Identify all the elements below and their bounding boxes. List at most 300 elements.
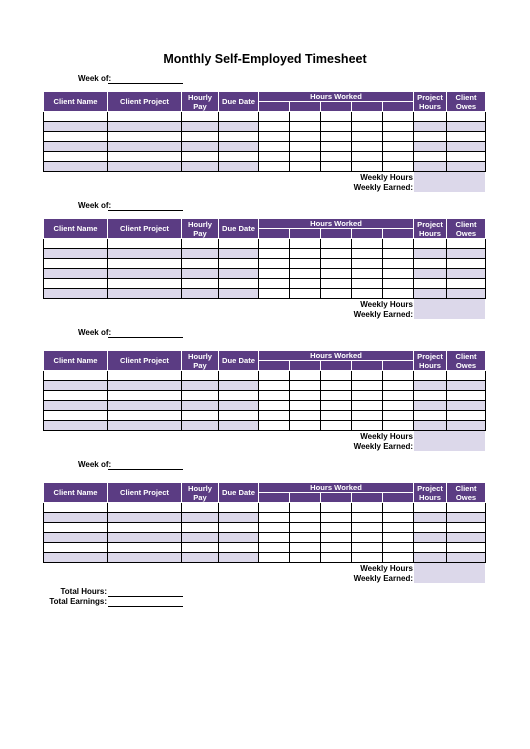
table-cell[interactable] [108, 381, 182, 391]
table-cell[interactable] [414, 122, 447, 132]
table-cell[interactable] [182, 533, 219, 543]
weekly-earned-field[interactable] [414, 573, 485, 583]
table-cell[interactable] [321, 553, 352, 563]
table-cell[interactable] [219, 239, 259, 249]
table-cell[interactable] [414, 269, 447, 279]
table-cell[interactable] [44, 279, 108, 289]
table-cell[interactable] [352, 239, 383, 249]
table-cell[interactable] [219, 523, 259, 533]
table-cell[interactable] [219, 503, 259, 513]
table-cell[interactable] [259, 239, 290, 249]
table-cell[interactable] [219, 513, 259, 523]
table-cell[interactable] [447, 122, 486, 132]
table-cell[interactable] [290, 503, 321, 513]
table-cell[interactable] [414, 421, 447, 431]
table-cell[interactable] [259, 112, 290, 122]
table-cell[interactable] [108, 533, 182, 543]
table-cell[interactable] [414, 259, 447, 269]
table-cell[interactable] [108, 401, 182, 411]
table-cell[interactable] [219, 122, 259, 132]
table-cell[interactable] [447, 391, 486, 401]
table-cell[interactable] [259, 533, 290, 543]
header-client-owes: Client Owes [447, 92, 486, 112]
table-cell[interactable] [383, 371, 414, 381]
table-cell[interactable] [259, 543, 290, 553]
table-cell[interactable] [352, 381, 383, 391]
table-cell[interactable] [259, 523, 290, 533]
table-cell[interactable] [352, 411, 383, 421]
table-row [44, 112, 486, 122]
table-cell[interactable] [182, 279, 219, 289]
table-cell[interactable] [352, 401, 383, 411]
table-cell[interactable] [108, 239, 182, 249]
table-cell[interactable] [182, 162, 219, 172]
table-cell[interactable] [414, 152, 447, 162]
table-cell[interactable] [383, 503, 414, 513]
table-cell[interactable] [290, 523, 321, 533]
table-cell[interactable] [219, 289, 259, 299]
table-cell[interactable] [447, 289, 486, 299]
table-cell[interactable] [219, 371, 259, 381]
table-cell[interactable] [290, 112, 321, 122]
table-cell[interactable] [383, 269, 414, 279]
table-cell[interactable] [259, 249, 290, 259]
table-cell[interactable] [321, 381, 352, 391]
table-cell[interactable] [44, 421, 108, 431]
table-cell[interactable] [321, 249, 352, 259]
table-cell[interactable] [414, 533, 447, 543]
table-cell[interactable] [352, 259, 383, 269]
header-hourly-pay: Hourly Pay [182, 483, 219, 503]
header-day-cell [383, 229, 414, 239]
table-cell[interactable] [182, 269, 219, 279]
table-cell[interactable] [219, 132, 259, 142]
table-cell[interactable] [447, 513, 486, 523]
table-cell[interactable] [259, 142, 290, 152]
table-cell[interactable] [182, 239, 219, 249]
table-cell[interactable] [259, 381, 290, 391]
table-cell[interactable] [447, 239, 486, 249]
table-cell[interactable] [44, 259, 108, 269]
table-cell[interactable] [352, 269, 383, 279]
table-cell[interactable] [414, 381, 447, 391]
table-cell[interactable] [447, 381, 486, 391]
table-cell[interactable] [321, 421, 352, 431]
table-cell[interactable] [182, 421, 219, 431]
table-cell[interactable] [182, 371, 219, 381]
table-cell[interactable] [108, 132, 182, 142]
table-cell[interactable] [321, 269, 352, 279]
table-cell[interactable] [352, 289, 383, 299]
header-day-cell [321, 493, 352, 503]
table-cell[interactable] [447, 269, 486, 279]
table-cell[interactable] [44, 371, 108, 381]
table-cell[interactable] [321, 401, 352, 411]
header-day-cell [352, 102, 383, 112]
table-cell[interactable] [321, 122, 352, 132]
table-cell[interactable] [259, 411, 290, 421]
table-row [44, 239, 486, 249]
table-cell[interactable] [290, 543, 321, 553]
table-cell[interactable] [447, 533, 486, 543]
table-cell[interactable] [290, 381, 321, 391]
table-cell[interactable] [219, 553, 259, 563]
table-cell[interactable] [447, 553, 486, 563]
table-cell[interactable] [447, 503, 486, 513]
table-cell[interactable] [259, 152, 290, 162]
table-cell[interactable] [447, 421, 486, 431]
table-row [44, 279, 486, 289]
table-cell[interactable] [44, 391, 108, 401]
table-cell[interactable] [447, 411, 486, 421]
table-cell[interactable] [383, 523, 414, 533]
table-cell[interactable] [321, 132, 352, 142]
table-cell[interactable] [383, 112, 414, 122]
table-cell[interactable] [321, 533, 352, 543]
table-cell[interactable] [414, 142, 447, 152]
table-cell[interactable] [182, 152, 219, 162]
week-of-field[interactable] [108, 210, 183, 211]
table-cell[interactable] [259, 279, 290, 289]
table-cell[interactable] [414, 289, 447, 299]
table-cell[interactable] [44, 239, 108, 249]
table-cell[interactable] [414, 401, 447, 411]
table-cell[interactable] [108, 421, 182, 431]
table-cell[interactable] [182, 249, 219, 259]
table-cell[interactable] [321, 152, 352, 162]
table-cell[interactable] [219, 279, 259, 289]
table-cell[interactable] [447, 543, 486, 553]
table-cell[interactable] [108, 122, 182, 132]
table-cell[interactable] [321, 503, 352, 513]
table-cell[interactable] [182, 543, 219, 553]
weekly-hours-field[interactable] [414, 299, 485, 309]
table-cell[interactable] [108, 112, 182, 122]
table-row [44, 152, 486, 162]
table-cell[interactable] [383, 122, 414, 132]
table-cell[interactable] [352, 503, 383, 513]
table-cell[interactable] [259, 122, 290, 132]
table-cell[interactable] [414, 162, 447, 172]
table-cell[interactable] [290, 411, 321, 421]
table-cell[interactable] [321, 142, 352, 152]
table-cell[interactable] [108, 259, 182, 269]
table-cell[interactable] [447, 249, 486, 259]
table-cell[interactable] [321, 371, 352, 381]
table-cell[interactable] [259, 371, 290, 381]
table-cell[interactable] [182, 401, 219, 411]
table-cell[interactable] [182, 259, 219, 269]
table-cell[interactable] [321, 543, 352, 553]
table-cell[interactable] [414, 543, 447, 553]
total-hours-field[interactable] [108, 596, 183, 597]
week-of-field[interactable] [108, 337, 183, 338]
table-cell[interactable] [290, 142, 321, 152]
table-cell[interactable] [219, 533, 259, 543]
table-cell[interactable] [259, 401, 290, 411]
table-cell[interactable] [219, 259, 259, 269]
table-cell[interactable] [44, 249, 108, 259]
table-cell[interactable] [182, 112, 219, 122]
table-cell[interactable] [321, 239, 352, 249]
weekly-hours-field[interactable] [414, 563, 485, 573]
table-cell[interactable] [108, 162, 182, 172]
table-cell[interactable] [352, 513, 383, 523]
header-hourly-pay: Hourly Pay [182, 92, 219, 112]
table-cell[interactable] [383, 279, 414, 289]
table-cell[interactable] [44, 523, 108, 533]
table-cell[interactable] [383, 239, 414, 249]
table-cell[interactable] [44, 152, 108, 162]
table-cell[interactable] [321, 289, 352, 299]
table-cell[interactable] [352, 543, 383, 553]
table-cell[interactable] [447, 371, 486, 381]
table-cell[interactable] [383, 401, 414, 411]
table-cell[interactable] [108, 371, 182, 381]
weekly-hours-label: Weekly Hours [360, 173, 413, 182]
table-cell[interactable] [44, 543, 108, 553]
header-day-cell [352, 493, 383, 503]
table-cell[interactable] [44, 411, 108, 421]
table-cell[interactable] [290, 289, 321, 299]
table-cell[interactable] [259, 269, 290, 279]
table-cell[interactable] [383, 132, 414, 142]
table-cell[interactable] [182, 132, 219, 142]
table-cell[interactable] [414, 371, 447, 381]
table-cell[interactable] [383, 421, 414, 431]
table-cell[interactable] [44, 503, 108, 513]
table-cell[interactable] [219, 152, 259, 162]
table-cell[interactable] [383, 152, 414, 162]
table-cell[interactable] [44, 142, 108, 152]
table-cell[interactable] [290, 371, 321, 381]
table-cell[interactable] [383, 553, 414, 563]
table-cell[interactable] [447, 142, 486, 152]
table-cell[interactable] [290, 122, 321, 132]
table-cell[interactable] [383, 533, 414, 543]
table-cell[interactable] [447, 112, 486, 122]
table-cell[interactable] [352, 279, 383, 289]
table-cell[interactable] [219, 269, 259, 279]
table-cell[interactable] [383, 289, 414, 299]
table-cell[interactable] [290, 401, 321, 411]
table-cell[interactable] [352, 553, 383, 563]
table-cell[interactable] [352, 112, 383, 122]
table-cell[interactable] [219, 391, 259, 401]
table-cell[interactable] [219, 112, 259, 122]
table-cell[interactable] [290, 249, 321, 259]
table-cell[interactable] [321, 112, 352, 122]
table-cell[interactable] [290, 533, 321, 543]
table-cell[interactable] [44, 112, 108, 122]
table-cell[interactable] [182, 523, 219, 533]
table-cell[interactable] [447, 523, 486, 533]
total-earnings-field[interactable] [108, 606, 183, 607]
table-cell[interactable] [259, 553, 290, 563]
table-cell[interactable] [352, 132, 383, 142]
weekly-earned-field[interactable] [414, 182, 485, 192]
table-cell[interactable] [290, 162, 321, 172]
table-cell[interactable] [219, 401, 259, 411]
table-cell[interactable] [383, 513, 414, 523]
table-cell[interactable] [44, 269, 108, 279]
table-cell[interactable] [414, 513, 447, 523]
table-cell[interactable] [414, 553, 447, 563]
table-cell[interactable] [352, 371, 383, 381]
table-cell[interactable] [108, 391, 182, 401]
header-hourly-pay: Hourly Pay [182, 351, 219, 371]
table-cell[interactable] [44, 162, 108, 172]
table-cell[interactable] [108, 513, 182, 523]
week-of-field[interactable] [108, 469, 183, 470]
weekly-earned-field[interactable] [414, 441, 485, 451]
table-cell[interactable] [352, 249, 383, 259]
timesheet-week-block [43, 350, 485, 452]
table-cell[interactable] [219, 411, 259, 421]
table-cell[interactable] [290, 421, 321, 431]
table-cell[interactable] [108, 523, 182, 533]
table-cell[interactable] [414, 523, 447, 533]
table-cell[interactable] [447, 152, 486, 162]
table-cell[interactable] [182, 122, 219, 132]
table-cell[interactable] [321, 411, 352, 421]
header-day-cell [383, 361, 414, 371]
table-cell[interactable] [259, 513, 290, 523]
table-cell[interactable] [414, 112, 447, 122]
table-cell[interactable] [182, 411, 219, 421]
table-cell[interactable] [414, 249, 447, 259]
week-of-row [78, 328, 111, 340]
table-cell[interactable] [182, 142, 219, 152]
table-cell[interactable] [321, 162, 352, 172]
table-cell[interactable] [108, 289, 182, 299]
table-cell[interactable] [108, 269, 182, 279]
table-cell[interactable] [321, 513, 352, 523]
table-cell[interactable] [182, 391, 219, 401]
table-cell[interactable] [182, 553, 219, 563]
table-cell[interactable] [352, 152, 383, 162]
table-cell[interactable] [290, 269, 321, 279]
table-cell[interactable] [259, 289, 290, 299]
table-cell[interactable] [352, 142, 383, 152]
header-client-name: Client Name [44, 92, 108, 112]
header-due-date: Due Date [219, 92, 259, 112]
table-cell[interactable] [414, 503, 447, 513]
table-cell[interactable] [414, 132, 447, 142]
weekly-hours-field[interactable] [414, 431, 485, 441]
table-cell[interactable] [259, 503, 290, 513]
table-cell[interactable] [290, 513, 321, 523]
table-cell[interactable] [108, 543, 182, 553]
table-cell[interactable] [259, 162, 290, 172]
table-cell[interactable] [108, 553, 182, 563]
table-cell[interactable] [383, 249, 414, 259]
table-cell[interactable] [447, 259, 486, 269]
table-cell[interactable] [352, 122, 383, 132]
table-cell[interactable] [414, 279, 447, 289]
table-cell[interactable] [447, 162, 486, 172]
table-cell[interactable] [447, 401, 486, 411]
table-cell[interactable] [219, 162, 259, 172]
table-cell[interactable] [383, 142, 414, 152]
table-cell[interactable] [44, 553, 108, 563]
table-cell[interactable] [290, 391, 321, 401]
weekly-hours-field[interactable] [414, 172, 485, 182]
table-cell[interactable] [44, 122, 108, 132]
table-cell[interactable] [290, 553, 321, 563]
table-cell[interactable] [108, 152, 182, 162]
table-cell[interactable] [321, 391, 352, 401]
table-cell[interactable] [44, 132, 108, 142]
table-cell[interactable] [44, 533, 108, 543]
table-cell[interactable] [290, 279, 321, 289]
table-cell[interactable] [219, 381, 259, 391]
table-cell[interactable] [44, 513, 108, 523]
table-cell[interactable] [414, 391, 447, 401]
table-cell[interactable] [290, 152, 321, 162]
table-cell[interactable] [321, 279, 352, 289]
table-cell[interactable] [259, 259, 290, 269]
table-cell[interactable] [108, 142, 182, 152]
table-cell[interactable] [352, 523, 383, 533]
table-cell[interactable] [182, 289, 219, 299]
header-client-name: Client Name [44, 351, 108, 371]
table-cell[interactable] [383, 391, 414, 401]
table-cell[interactable] [321, 259, 352, 269]
week-of-label: Week of: [78, 460, 112, 469]
table-row [44, 503, 486, 513]
week-of-label: Week of: [78, 74, 112, 83]
table-cell[interactable] [108, 503, 182, 513]
table-cell[interactable] [383, 411, 414, 421]
table-cell[interactable] [321, 523, 352, 533]
table-cell[interactable] [352, 162, 383, 172]
table-cell[interactable] [219, 142, 259, 152]
table-cell[interactable] [182, 503, 219, 513]
table-cell[interactable] [108, 279, 182, 289]
table-cell[interactable] [352, 391, 383, 401]
table-cell[interactable] [352, 533, 383, 543]
weekly-earned-field[interactable] [414, 309, 485, 319]
table-cell[interactable] [219, 543, 259, 553]
table-cell[interactable] [383, 381, 414, 391]
table-cell[interactable] [414, 411, 447, 421]
table-cell[interactable] [259, 132, 290, 142]
table-cell[interactable] [219, 421, 259, 431]
table-cell[interactable] [108, 249, 182, 259]
table-cell[interactable] [352, 421, 383, 431]
table-cell[interactable] [44, 401, 108, 411]
table-cell[interactable] [182, 381, 219, 391]
week-of-field[interactable] [108, 83, 183, 84]
table-cell[interactable] [182, 513, 219, 523]
table-cell[interactable] [44, 381, 108, 391]
table-cell[interactable] [447, 132, 486, 142]
table-cell[interactable] [447, 279, 486, 289]
table-cell[interactable] [383, 259, 414, 269]
table-cell[interactable] [259, 391, 290, 401]
table-cell[interactable] [383, 543, 414, 553]
table-cell[interactable] [219, 249, 259, 259]
table-cell[interactable] [259, 421, 290, 431]
table-cell[interactable] [108, 411, 182, 421]
table-cell[interactable] [414, 239, 447, 249]
table-cell[interactable] [290, 239, 321, 249]
table-cell[interactable] [383, 162, 414, 172]
table-cell[interactable] [290, 132, 321, 142]
table-cell[interactable] [44, 289, 108, 299]
table-cell[interactable] [290, 259, 321, 269]
